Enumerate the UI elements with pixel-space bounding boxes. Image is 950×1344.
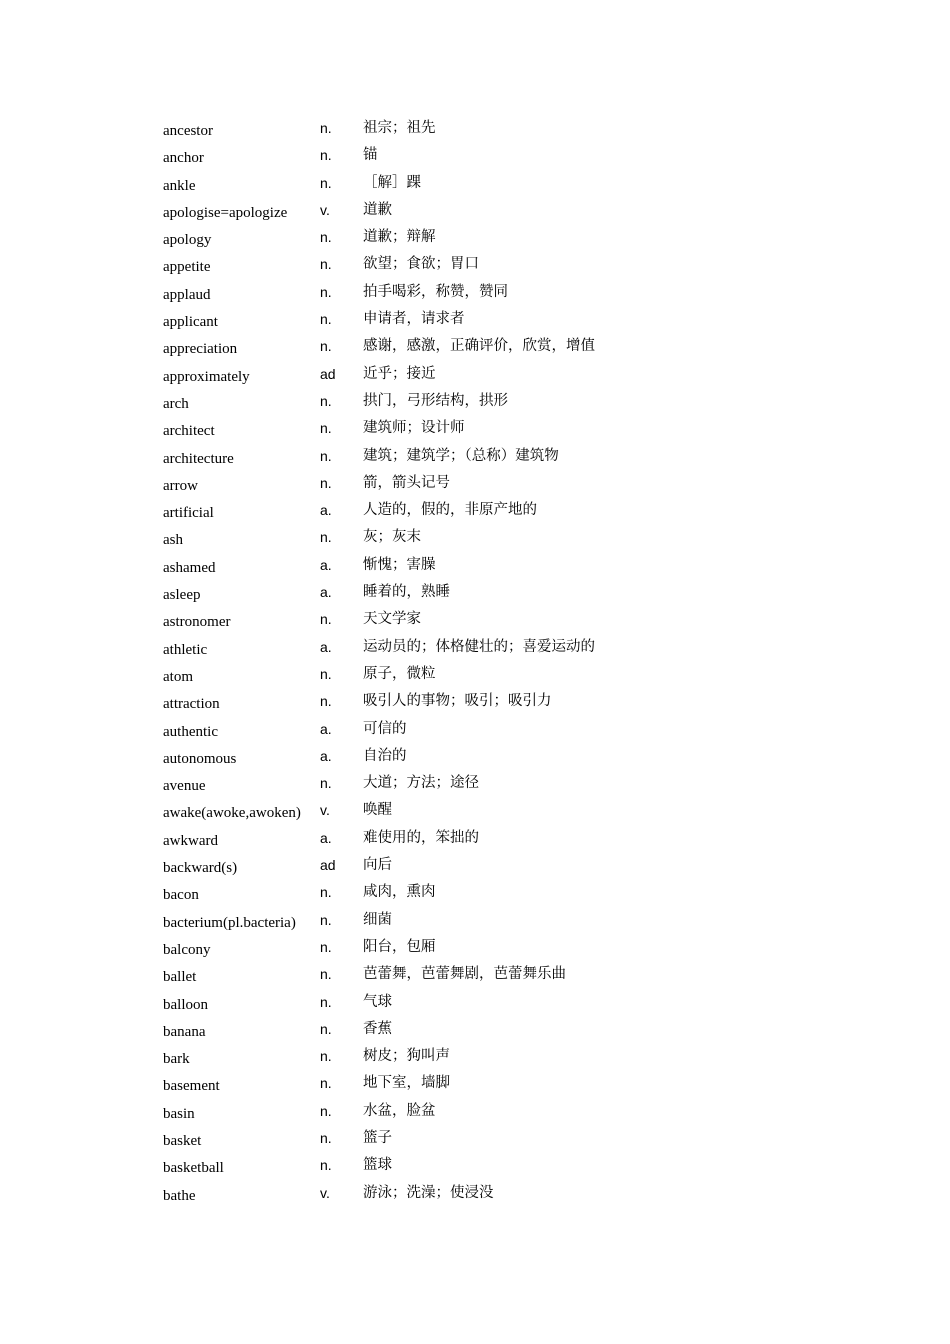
- vocab-meaning: 自治的: [363, 747, 407, 764]
- part-of-speech: n.: [320, 693, 332, 710]
- vocab-meaning: 向后: [363, 857, 392, 874]
- part-of-speech: n.: [320, 1048, 332, 1065]
- vocab-meaning: 可信的: [363, 720, 407, 737]
- vocab-row: [163, 908, 623, 935]
- vocab-row: [163, 225, 623, 252]
- part-of-speech: n.: [320, 938, 332, 955]
- vocab-meaning: ［解］踝: [363, 174, 421, 191]
- part-of-speech: n.: [320, 665, 332, 682]
- vocab-meaning: 芭蕾舞，芭蕾舞剧，芭蕾舞乐曲: [363, 966, 566, 983]
- vocab-row: [163, 334, 623, 361]
- vocab-meaning: 人造的，假的，非原产地的: [363, 502, 537, 519]
- vocab-meaning: 欲望；食欲；胃口: [363, 256, 479, 273]
- vocab-row: [163, 416, 623, 443]
- vocab-word: ancestor: [163, 123, 213, 139]
- vocab-word: avenue: [163, 778, 206, 795]
- vocab-meaning: 篮子: [363, 1129, 392, 1146]
- vocab-word: ashamed: [163, 559, 216, 576]
- vocab-row: [163, 143, 623, 170]
- vocab-word: balloon: [163, 996, 208, 1013]
- vocab-word: basket: [163, 1132, 202, 1149]
- vocab-row: [163, 771, 623, 798]
- vocab-row: [163, 1017, 623, 1044]
- part-of-speech: n.: [320, 1020, 332, 1037]
- vocab-row: [163, 744, 623, 771]
- part-of-speech: n.: [320, 174, 332, 191]
- part-of-speech: n.: [320, 884, 332, 901]
- vocab-meaning: 感谢，感激，正确评价，欣赏，增值: [363, 338, 595, 355]
- vocab-meaning: 吸引人的事物；吸引；吸引力: [363, 693, 552, 710]
- vocab-word: autonomous: [163, 750, 237, 767]
- vocab-word: appreciation: [163, 341, 238, 358]
- vocab-word: asleep: [163, 587, 201, 604]
- vocab-row: [163, 280, 623, 307]
- vocab-meaning: 难使用的，笨拙的: [363, 829, 479, 846]
- part-of-speech: n.: [320, 311, 332, 328]
- vocab-meaning: 细菌: [363, 911, 392, 928]
- part-of-speech: n.: [320, 392, 332, 409]
- vocab-row: [163, 525, 623, 552]
- vocab-meaning: 地下室，墙脚: [363, 1075, 450, 1092]
- part-of-speech: n.: [320, 338, 332, 355]
- vocab-word: artificial: [163, 505, 214, 522]
- vocab-word: bacon: [163, 887, 199, 904]
- part-of-speech: n.: [320, 1129, 332, 1146]
- vocab-meaning: 道歉；辩解: [363, 229, 436, 246]
- vocab-row: [163, 1044, 623, 1071]
- vocab-row: [163, 1153, 623, 1180]
- vocab-meaning: 近乎；接近: [363, 365, 436, 382]
- part-of-speech: n.: [320, 993, 332, 1010]
- vocab-word: applaud: [163, 286, 211, 303]
- part-of-speech: a.: [320, 556, 332, 573]
- part-of-speech: n.: [320, 447, 332, 464]
- vocab-meaning: 大道；方法；途径: [363, 775, 479, 792]
- vocab-meaning: 运动员的；体格健壮的；喜爱运动的: [363, 638, 595, 655]
- part-of-speech: v.: [320, 1184, 330, 1201]
- vocab-meaning: 唤醒: [363, 802, 392, 819]
- vocab-meaning: 建筑师；设计师: [363, 420, 465, 437]
- vocab-meaning: 篮球: [363, 1157, 392, 1174]
- vocab-row: [163, 198, 623, 225]
- vocab-meaning: 灰；灰末: [363, 529, 421, 546]
- part-of-speech: v.: [320, 802, 330, 819]
- vocab-meaning: 气球: [363, 993, 392, 1010]
- vocab-meaning: 惭愧；害臊: [363, 556, 436, 573]
- vocab-word: ankle: [163, 177, 196, 194]
- vocab-meaning: 原子，微粒: [363, 665, 436, 682]
- vocab-word: apology: [163, 232, 212, 249]
- vocab-word: basement: [163, 1078, 220, 1095]
- vocab-word: ash: [163, 532, 183, 549]
- part-of-speech: n.: [320, 120, 332, 136]
- part-of-speech: a.: [320, 720, 332, 737]
- vocab-row: [163, 171, 623, 198]
- vocab-meaning: 水盆，脸盆: [363, 1102, 436, 1119]
- vocab-word: awkward: [163, 832, 218, 849]
- vocab-row: [163, 444, 623, 471]
- vocab-word: attraction: [163, 696, 220, 713]
- part-of-speech: n.: [320, 611, 332, 628]
- vocab-word: basin: [163, 1105, 195, 1122]
- part-of-speech: n.: [320, 775, 332, 792]
- vocab-word: athletic: [163, 641, 208, 658]
- vocab-meaning: 申请者，请求者: [363, 311, 465, 328]
- part-of-speech: a.: [320, 638, 332, 655]
- vocab-row: [163, 1099, 623, 1126]
- vocabulary-list: [163, 116, 623, 1208]
- part-of-speech: a.: [320, 502, 332, 519]
- vocab-row: [163, 498, 623, 525]
- part-of-speech: a.: [320, 584, 332, 601]
- part-of-speech: v.: [320, 201, 330, 218]
- vocab-row: [163, 662, 623, 689]
- vocab-meaning: 睡着的，熟睡: [363, 584, 450, 601]
- vocab-meaning: 树皮；狗叫声: [363, 1048, 450, 1065]
- vocab-meaning: 箭，箭头记号: [363, 474, 450, 491]
- vocab-word: astronomer: [163, 614, 231, 631]
- part-of-speech: n.: [320, 1102, 332, 1119]
- part-of-speech: n.: [320, 474, 332, 491]
- vocab-row: [163, 607, 623, 634]
- vocab-word: anchor: [163, 150, 204, 167]
- vocab-row: [163, 362, 623, 389]
- part-of-speech: n.: [320, 147, 332, 164]
- vocab-row: [163, 880, 623, 907]
- vocab-row: [163, 1181, 623, 1208]
- part-of-speech: n.: [320, 283, 332, 300]
- part-of-speech: a.: [320, 829, 332, 846]
- vocab-word: applicant: [163, 314, 218, 331]
- vocab-word: basketball: [163, 1160, 224, 1177]
- part-of-speech: n.: [320, 911, 332, 928]
- vocab-meaning: 咸肉，熏肉: [363, 884, 436, 901]
- vocab-meaning: 游泳；洗澡；使浸没: [363, 1184, 494, 1201]
- vocab-row: [163, 826, 623, 853]
- vocab-word: arch: [163, 395, 189, 412]
- vocab-meaning: 香蕉: [363, 1020, 392, 1037]
- vocab-word: bark: [163, 1051, 190, 1068]
- vocab-word: architect: [163, 423, 215, 440]
- vocab-meaning: 拍手喝彩，称赞，赞同: [363, 283, 508, 300]
- vocab-word: banana: [163, 1023, 206, 1040]
- vocab-word: appetite: [163, 259, 211, 276]
- vocab-row: [163, 580, 623, 607]
- vocab-word: approximately: [163, 368, 250, 385]
- vocab-word: authentic: [163, 723, 218, 740]
- part-of-speech: n.: [320, 966, 332, 983]
- part-of-speech: n.: [320, 1075, 332, 1092]
- vocab-meaning: 建筑；建筑学；（总称）建筑物: [363, 447, 559, 464]
- vocab-word: apologise=apologize: [163, 204, 288, 221]
- vocab-meaning: 道歉: [363, 201, 392, 218]
- vocab-row: [163, 1071, 623, 1098]
- vocab-row: [163, 116, 623, 143]
- vocab-word: architecture: [163, 450, 234, 467]
- vocab-row: [163, 717, 623, 744]
- vocab-row: [163, 990, 623, 1017]
- part-of-speech: ad: [320, 365, 336, 382]
- vocab-word: backward(s): [163, 860, 238, 877]
- vocab-word: atom: [163, 668, 193, 685]
- vocab-row: [163, 962, 623, 989]
- vocab-row: [163, 1126, 623, 1153]
- vocab-row: [163, 853, 623, 880]
- vocab-row: [163, 689, 623, 716]
- vocab-row: [163, 635, 623, 662]
- vocab-row: [163, 798, 623, 825]
- vocab-meaning: 拱门，弓形结构，拱形: [363, 392, 508, 409]
- part-of-speech: n.: [320, 1157, 332, 1174]
- part-of-speech: n.: [320, 420, 332, 437]
- part-of-speech: n.: [320, 256, 332, 273]
- vocab-row: [163, 553, 623, 580]
- vocab-row: [163, 471, 623, 498]
- vocab-row: [163, 935, 623, 962]
- vocab-meaning: 天文学家: [363, 611, 421, 628]
- vocab-meaning: 阳台，包厢: [363, 938, 436, 955]
- vocab-word: balcony: [163, 941, 211, 958]
- vocab-row: [163, 252, 623, 279]
- vocab-word: ballet: [163, 969, 197, 986]
- vocab-row: [163, 307, 623, 334]
- part-of-speech: n.: [320, 229, 332, 246]
- vocab-word: awake(awoke,awoken): [163, 805, 301, 822]
- vocab-row: [163, 389, 623, 416]
- vocab-meaning: 祖宗；祖先: [363, 120, 436, 136]
- vocab-word: bacterium(pl.bacteria): [163, 914, 296, 931]
- vocab-meaning: 锚: [363, 147, 378, 164]
- vocab-word: bathe: [163, 1187, 196, 1204]
- part-of-speech: n.: [320, 529, 332, 546]
- part-of-speech: ad: [320, 857, 336, 874]
- vocab-word: arrow: [163, 477, 198, 494]
- part-of-speech: a.: [320, 747, 332, 764]
